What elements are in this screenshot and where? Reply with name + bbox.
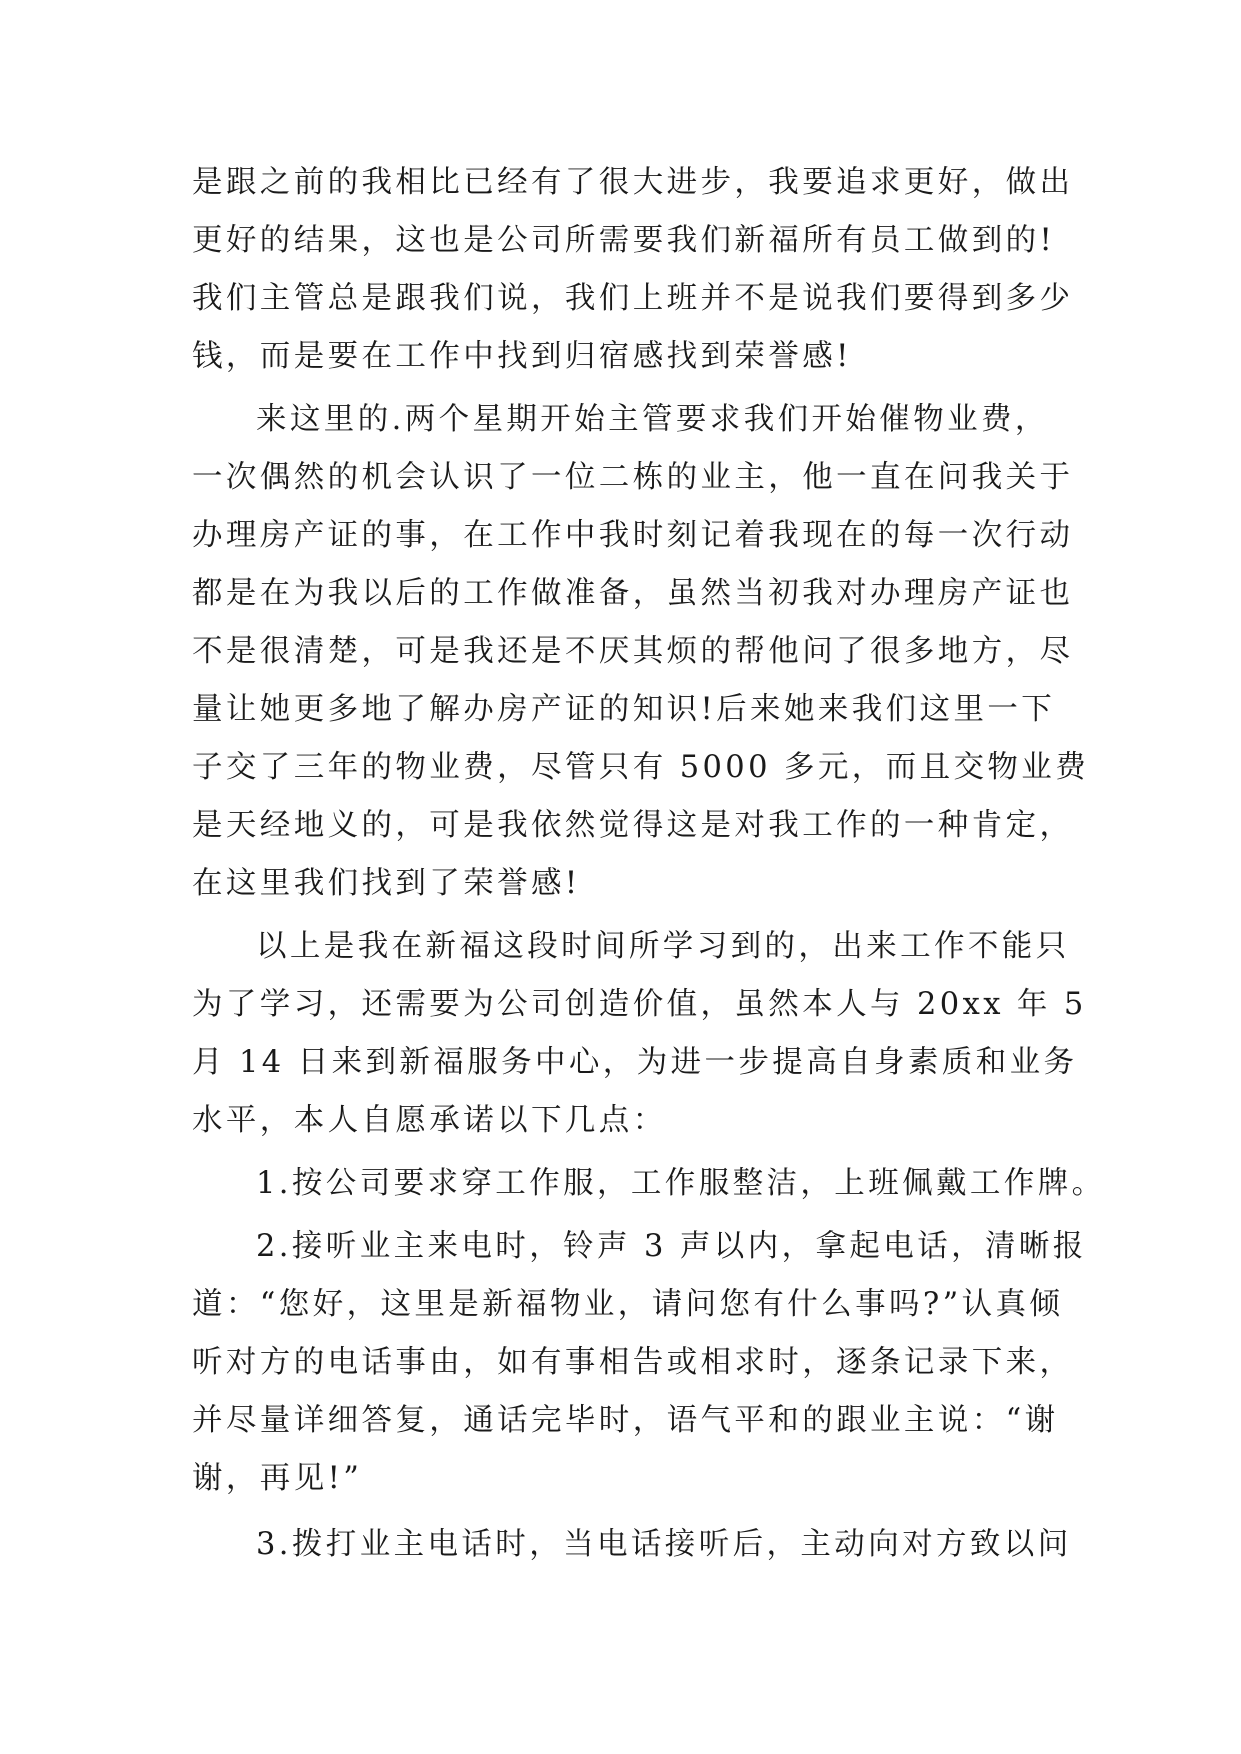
text-line: 更好的结果，这也是公司所需要我们新福所有员工做到的! [192,223,1056,258]
text-line: 办理房产证的事，在工作中我时刻记着我现在的每一次行动 [192,518,1074,553]
body-text [192,154,1106,1574]
text-line: 是天经地义的，可是我依然觉得这是对我工作的一种肯定， [192,808,1074,843]
text-line: 子交了三年的物业费，尽管只有 5000 多元，而且交物业费 [192,750,1090,785]
text-line: 水平，本人自愿承诺以下几点： [192,1103,667,1138]
list-item-1: 1.按公司要求穿工作服，工作服整洁，上班佩戴工作牌。 [256,1166,1106,1201]
paragraph-start-line: 以上是我在新福这段时间所学习到的，出来工作不能只 [256,929,1070,964]
text-line: 一次偶然的机会认识了一位二栋的业主，他一直在问我关于 [192,460,1074,495]
text-line: 是跟之前的我相比已经有了很大进步，我要追求更好，做出 [192,165,1074,200]
text-line: 谢，再见!” [192,1461,363,1496]
list-item-3: 3.拨打业主电话时，当电话接听后，主动向对方致以问 [256,1527,1072,1562]
text-line: 月 14 日来到新福服务中心，为进一步提高自身素质和业务 [192,1045,1078,1080]
text-line: 在这里我们找到了荣誉感! [192,866,581,901]
text-line: 都是在为我以后的工作做准备，虽然当初我对办理房产证也 [192,576,1074,611]
text-line: 为了学习，还需要为公司创造价值，虽然本人与 20xx 年 5 [192,987,1087,1022]
text-line: 我们主管总是跟我们说，我们上班并不是说我们要得到多少 [192,281,1074,316]
list-item-2: 2.接听业主来电时，铃声 3 声以内，拿起电话，清晰报 [256,1229,1087,1264]
text-line: 并尽量详细答复，通话完毕时，语气平和的跟业主说：“谢 [192,1403,1059,1438]
paragraph-start-line: 来这里的.两个星期开始主管要求我们开始催物业费， [256,402,1049,437]
text-line: 听对方的电话事由，如有事相告或相求时，逐条记录下来， [192,1345,1074,1380]
text-line: 量让她更多地了解办房产证的知识!后来她来我们这里一下 [192,692,1056,727]
text-line: 不是很清楚，可是我还是不厌其烦的帮他问了很多地方，尽 [192,634,1074,669]
text-line: 道：“您好，这里是新福物业，请问您有什么事吗?”认真倾 [192,1287,1064,1322]
text-line: 钱，而是要在工作中找到归宿感找到荣誉感! [192,339,852,374]
